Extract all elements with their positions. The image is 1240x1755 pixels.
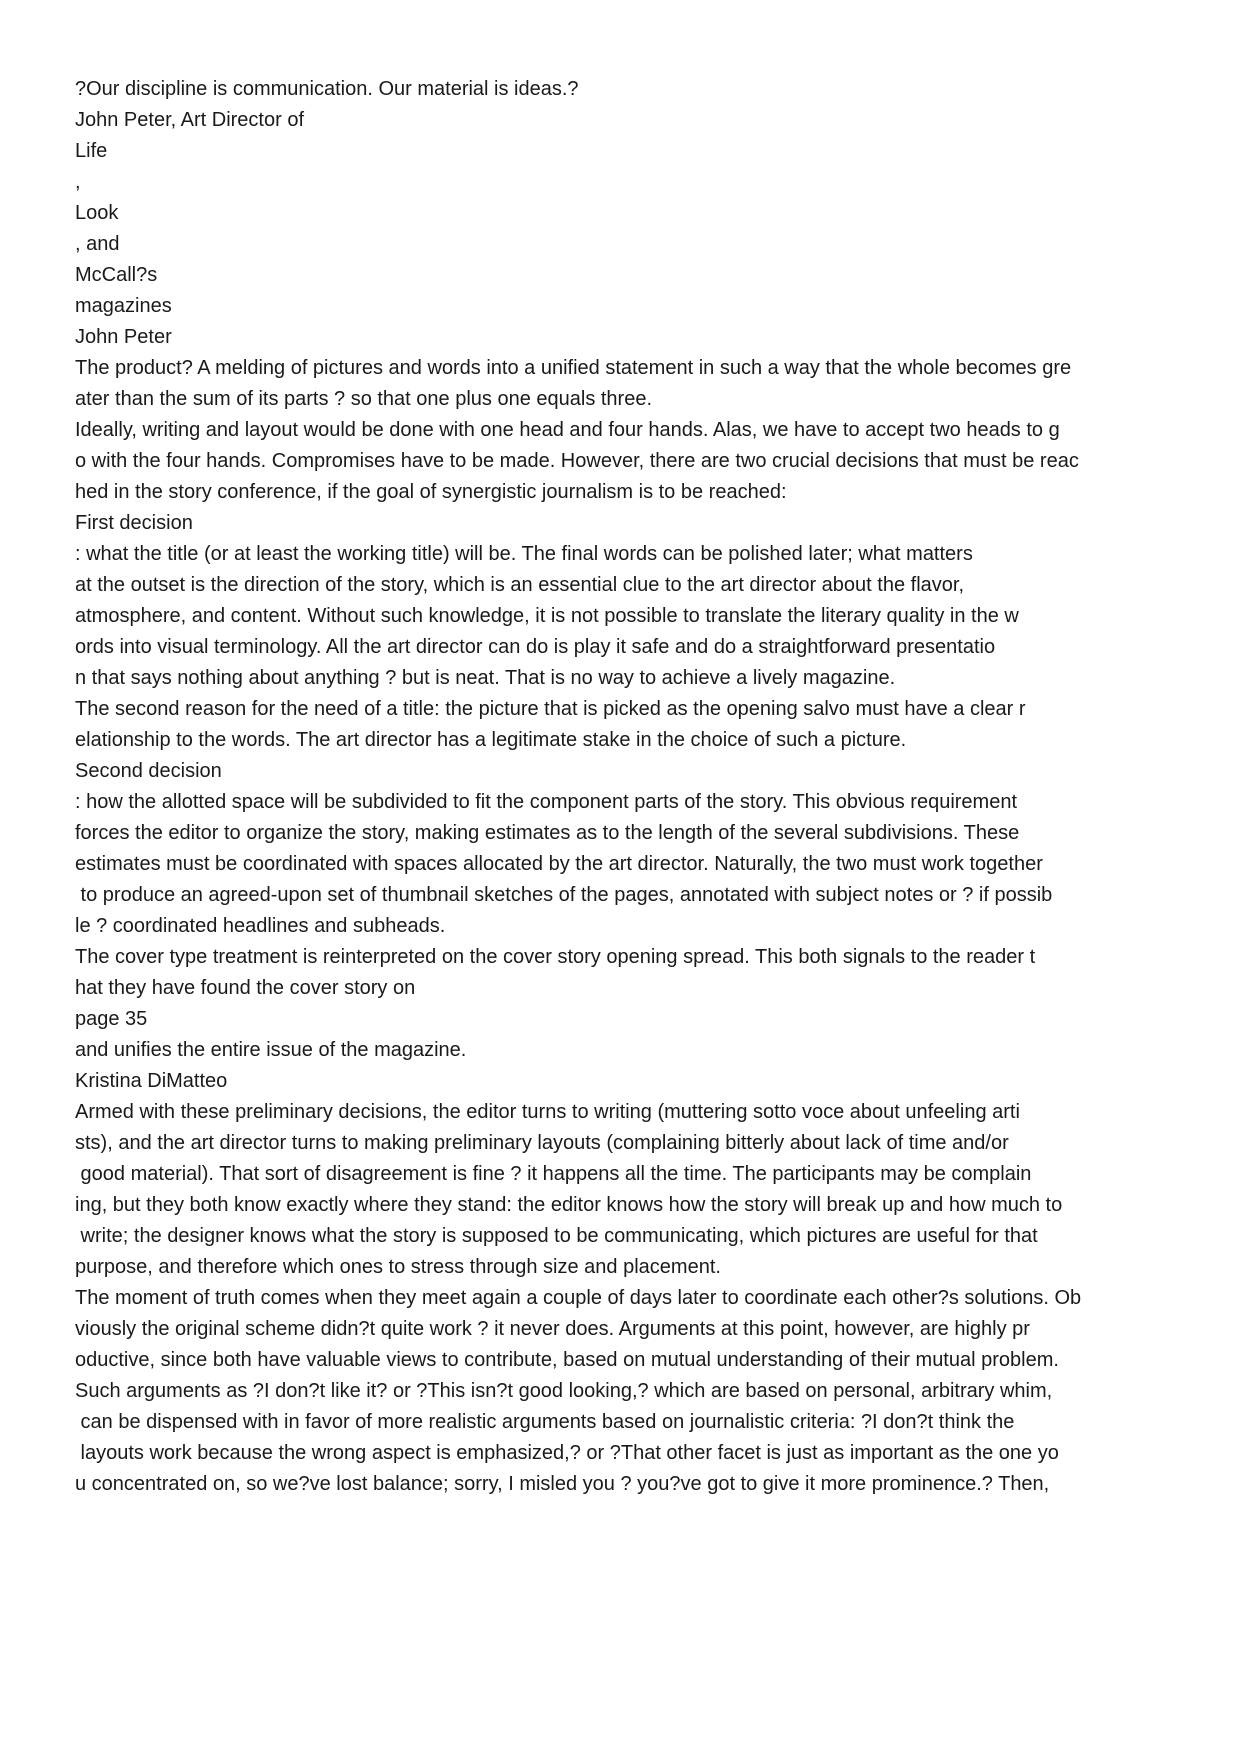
text-line: page 35 — [75, 1008, 148, 1030]
text-line: sts), and the art director turns to making preliminary layouts (complaining bitterly about lack of time and/or — [75, 1132, 1009, 1154]
text-line: : how the allotted space will be subdivided to fit the component parts of the story. This obvious requirement — [75, 791, 1018, 813]
text-line: The cover type treatment is reinterpreted on the cover story opening spread. This both signals to the reader t — [75, 946, 1036, 968]
text-line: le ? coordinated headlines and subheads. — [75, 915, 446, 937]
text-line: n that says nothing about anything ? but is neat. That is no way to achieve a lively magazine. — [75, 667, 896, 689]
text-line: layouts work because the wrong aspect is emphasized,? or ?That other facet is just as important as the one yo — [75, 1442, 1059, 1464]
text-line: hat they have found the cover story on — [75, 977, 416, 999]
text-line: , — [75, 171, 81, 193]
text-line: good material). That sort of disagreement is fine ? it happens all the time. The participants may be complain — [75, 1163, 1032, 1185]
text-line: Life — [75, 140, 108, 162]
text-line: First decision — [75, 512, 193, 534]
text-line: McCall?s — [75, 264, 158, 286]
text-line: ater than the sum of its parts ? so that one plus one equals three. — [75, 388, 653, 410]
text-line: purpose, and therefore which ones to stress through size and placement. — [75, 1256, 721, 1278]
text-line: write; the designer knows what the story is supposed to be communicating, which pictures are useful for that — [75, 1225, 1038, 1247]
text-line: Ideally, writing and layout would be done with one head and four hands. Alas, we have to accept two heads to g — [75, 419, 1060, 441]
text-line: can be dispensed with in favor of more realistic arguments based on journalistic criteria: ?I don?t think the — [75, 1411, 1015, 1433]
text-line: Second decision — [75, 760, 222, 782]
text-line: ing, but they both know exactly where they stand: the editor knows how the story will break up and how much to — [75, 1194, 1063, 1216]
text-line: hed in the story conference, if the goal of synergistic journalism is to be reached: — [75, 481, 787, 503]
text-line: : what the title (or at least the working title) will be. The final words can be polished later; what matters — [75, 543, 973, 565]
text-line: John Peter, Art Director of — [75, 109, 304, 131]
text-line: ords into visual terminology. All the art director can do is play it safe and do a straightforward presentatio — [75, 636, 996, 658]
text-line: Such arguments as ?I don?t like it? or ?This isn?t good looking,? which are based on personal, arbitrary whim, — [75, 1380, 1053, 1402]
text-line: at the outset is the direction of the story, which is an essential clue to the art director about the flavor, — [75, 574, 965, 596]
text-line: to produce an agreed-upon set of thumbnail sketches of the pages, annotated with subject notes or ? if possib — [75, 884, 1053, 906]
body-text — [75, 74, 1195, 1500]
text-line: Armed with these preliminary decisions, the editor turns to writing (muttering sotto voce about unfeeling arti — [75, 1101, 1020, 1123]
text-line: o with the four hands. Compromises have to be made. However, there are two crucial decisions that must be reac — [75, 450, 1079, 472]
text-line: atmosphere, and content. Without such knowledge, it is not possible to translate the literary quality in the w — [75, 605, 1019, 627]
text-line: viously the original scheme didn?t quite work ? it never does. Arguments at this point, however, are highly pr — [75, 1318, 1030, 1340]
text-line: forces the editor to organize the story, making estimates as to the length of the several subdivisions. These — [75, 822, 1020, 844]
text-line: The moment of truth comes when they meet again a couple of days later to coordinate each other?s solutions. Ob — [75, 1287, 1082, 1309]
text-line: and unifies the entire issue of the magazine. — [75, 1039, 467, 1061]
text-line: , and — [75, 233, 120, 255]
text-line: elationship to the words. The art director has a legitimate stake in the choice of such a picture. — [75, 729, 907, 751]
text-line: The product? A melding of pictures and words into a unified statement in such a way that the whole becomes gre — [75, 357, 1072, 379]
text-line: estimates must be coordinated with spaces allocated by the art director. Naturally, the two must work together — [75, 853, 1043, 875]
text-line: oductive, since both have valuable views to contribute, based on mutual understanding of their mutual problem. — [75, 1349, 1059, 1371]
text-line: John Peter — [75, 326, 172, 348]
text-line: magazines — [75, 295, 172, 317]
text-line: The second reason for the need of a title: the picture that is picked as the opening salvo must have a clear r — [75, 698, 1026, 720]
text-line: ?Our discipline is communication. Our material is ideas.? — [75, 78, 579, 100]
text-line: u concentrated on, so we?ve lost balance; sorry, I misled you ? you?ve got to give it more prominence.? Then, — [75, 1473, 1050, 1495]
text-line: Look — [75, 202, 119, 224]
text-line: Kristina DiMatteo — [75, 1070, 228, 1092]
